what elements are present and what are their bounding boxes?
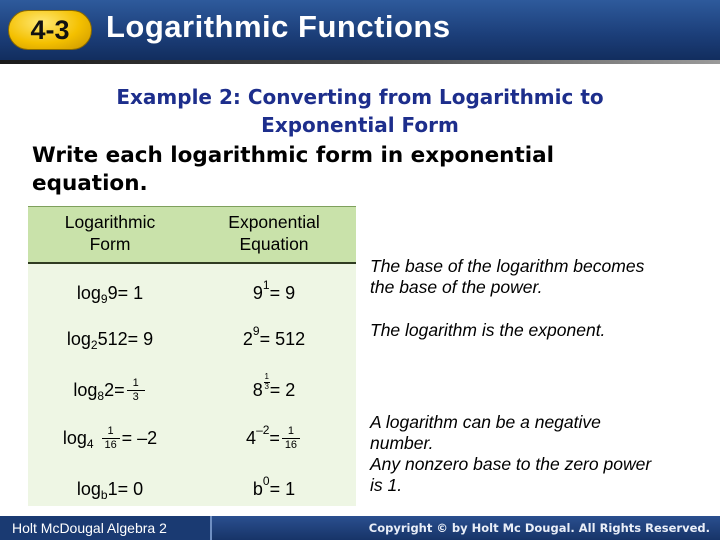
slide-header bbox=[0, 0, 720, 62]
exp-base: 4 bbox=[246, 427, 257, 448]
instruction-text bbox=[32, 142, 672, 198]
note-exponent bbox=[370, 320, 710, 341]
exp-fractional-power bbox=[264, 373, 270, 391]
log-result: = 1 bbox=[117, 282, 144, 303]
instruction-line2: equation. bbox=[32, 171, 148, 196]
log-base: 9 bbox=[100, 292, 108, 306]
log-prefix: log bbox=[76, 282, 101, 303]
exp-result: = 512 bbox=[259, 328, 306, 349]
log-base: b bbox=[100, 488, 108, 502]
column-header-exponential-line2: Equation bbox=[239, 234, 309, 254]
table-row-2-exp bbox=[192, 324, 356, 354]
conversion-table bbox=[28, 206, 356, 506]
log-result: = 0 bbox=[117, 478, 144, 499]
fraction-denominator: 3 bbox=[132, 390, 139, 403]
exp-base: 9 bbox=[252, 282, 263, 303]
note-base-line1: The base of the logarithm becomes bbox=[370, 256, 645, 276]
note-negative-and-zero bbox=[370, 412, 710, 496]
exp-base: 8 bbox=[252, 379, 263, 400]
table-row-3-log bbox=[28, 372, 192, 408]
note-exponent-line: The logarithm is the exponent. bbox=[370, 320, 606, 340]
log-base: 4 bbox=[86, 437, 94, 451]
fraction-numerator: 1 bbox=[132, 376, 139, 389]
header-divider bbox=[0, 60, 720, 64]
footer-copyright: Copyright © by Holt Mc Dougal. All Rights Reserved. bbox=[368, 521, 710, 535]
table-row-3-exp bbox=[192, 372, 356, 408]
exp-base: b bbox=[252, 478, 263, 499]
example-title-line1: Example 2: Converting from Logarithmic to bbox=[116, 85, 604, 109]
column-header-exponential bbox=[192, 211, 356, 255]
exp-equals: = bbox=[269, 427, 280, 448]
log-argument: 2 bbox=[104, 379, 115, 400]
lesson-title: Logarithmic Functions bbox=[106, 9, 451, 44]
column-header-exponential-line1: Exponential bbox=[228, 212, 320, 232]
note-base-line2: the base of the power. bbox=[370, 277, 543, 297]
fraction-denominator: 16 bbox=[284, 438, 298, 451]
note-zero-line2: is 1. bbox=[370, 475, 403, 495]
log-result: = –2 bbox=[121, 427, 158, 448]
fraction-numerator: 1 bbox=[107, 424, 114, 437]
exp-fraction bbox=[282, 426, 300, 451]
log-base: 2 bbox=[90, 338, 98, 352]
instruction-line1: Write each logarithmic form in exponential bbox=[32, 143, 554, 168]
log-result: = 9 bbox=[127, 328, 154, 349]
note-base bbox=[370, 256, 710, 298]
log-argument: 512 bbox=[97, 328, 128, 349]
table-row-5-exp bbox=[192, 474, 356, 504]
fraction-denominator: 3 bbox=[264, 382, 269, 391]
exp-result: = 2 bbox=[269, 379, 296, 400]
log-prefix: log bbox=[76, 478, 101, 499]
exp-power: 9 bbox=[252, 324, 260, 338]
note-negative-line1: A logarithm can be a negative bbox=[370, 412, 601, 432]
note-zero-line1: Any nonzero base to the zero power bbox=[370, 454, 652, 474]
column-header-logarithmic-line2: Form bbox=[89, 234, 131, 254]
log-prefix: log bbox=[66, 328, 91, 349]
log-argument: 9 bbox=[107, 282, 118, 303]
exp-result: = 1 bbox=[269, 478, 296, 499]
column-header-logarithmic bbox=[28, 211, 192, 255]
lesson-number-badge bbox=[8, 10, 92, 50]
column-header-logarithmic-line1: Logarithmic bbox=[64, 212, 156, 232]
exp-result: = 9 bbox=[269, 282, 296, 303]
exp-power: –2 bbox=[256, 423, 270, 437]
table-row-1-log bbox=[28, 278, 192, 308]
example-title-line2: Exponential Form bbox=[261, 113, 459, 137]
log-fraction bbox=[102, 426, 120, 451]
note-negative-line2: number. bbox=[370, 433, 434, 453]
table-body bbox=[28, 264, 356, 506]
example-title bbox=[0, 83, 720, 139]
log-base: 8 bbox=[97, 389, 105, 403]
table-row-4-log bbox=[28, 420, 192, 456]
log-prefix: log bbox=[73, 379, 98, 400]
fraction-numerator: 1 bbox=[287, 424, 294, 437]
log-equals: = bbox=[114, 379, 125, 400]
table-row-4-exp bbox=[192, 420, 356, 456]
table-row-5-log bbox=[28, 474, 192, 504]
table-row-1-exp bbox=[192, 278, 356, 308]
exp-base: 2 bbox=[242, 328, 253, 349]
exp-power: 0 bbox=[262, 474, 270, 488]
fraction-numerator: 1 bbox=[264, 372, 269, 381]
footer-course-label: Holt McDougal Algebra 2 bbox=[0, 516, 212, 540]
log-fraction bbox=[127, 378, 145, 403]
lesson-number: 4-3 bbox=[30, 14, 70, 45]
fraction-denominator: 16 bbox=[104, 438, 117, 451]
log-prefix: log bbox=[62, 427, 87, 448]
slide-footer bbox=[0, 516, 720, 540]
table-header bbox=[28, 206, 356, 262]
exp-power: 1 bbox=[262, 278, 270, 292]
table-row-2-log bbox=[28, 324, 192, 354]
log-argument: 1 bbox=[107, 478, 118, 499]
